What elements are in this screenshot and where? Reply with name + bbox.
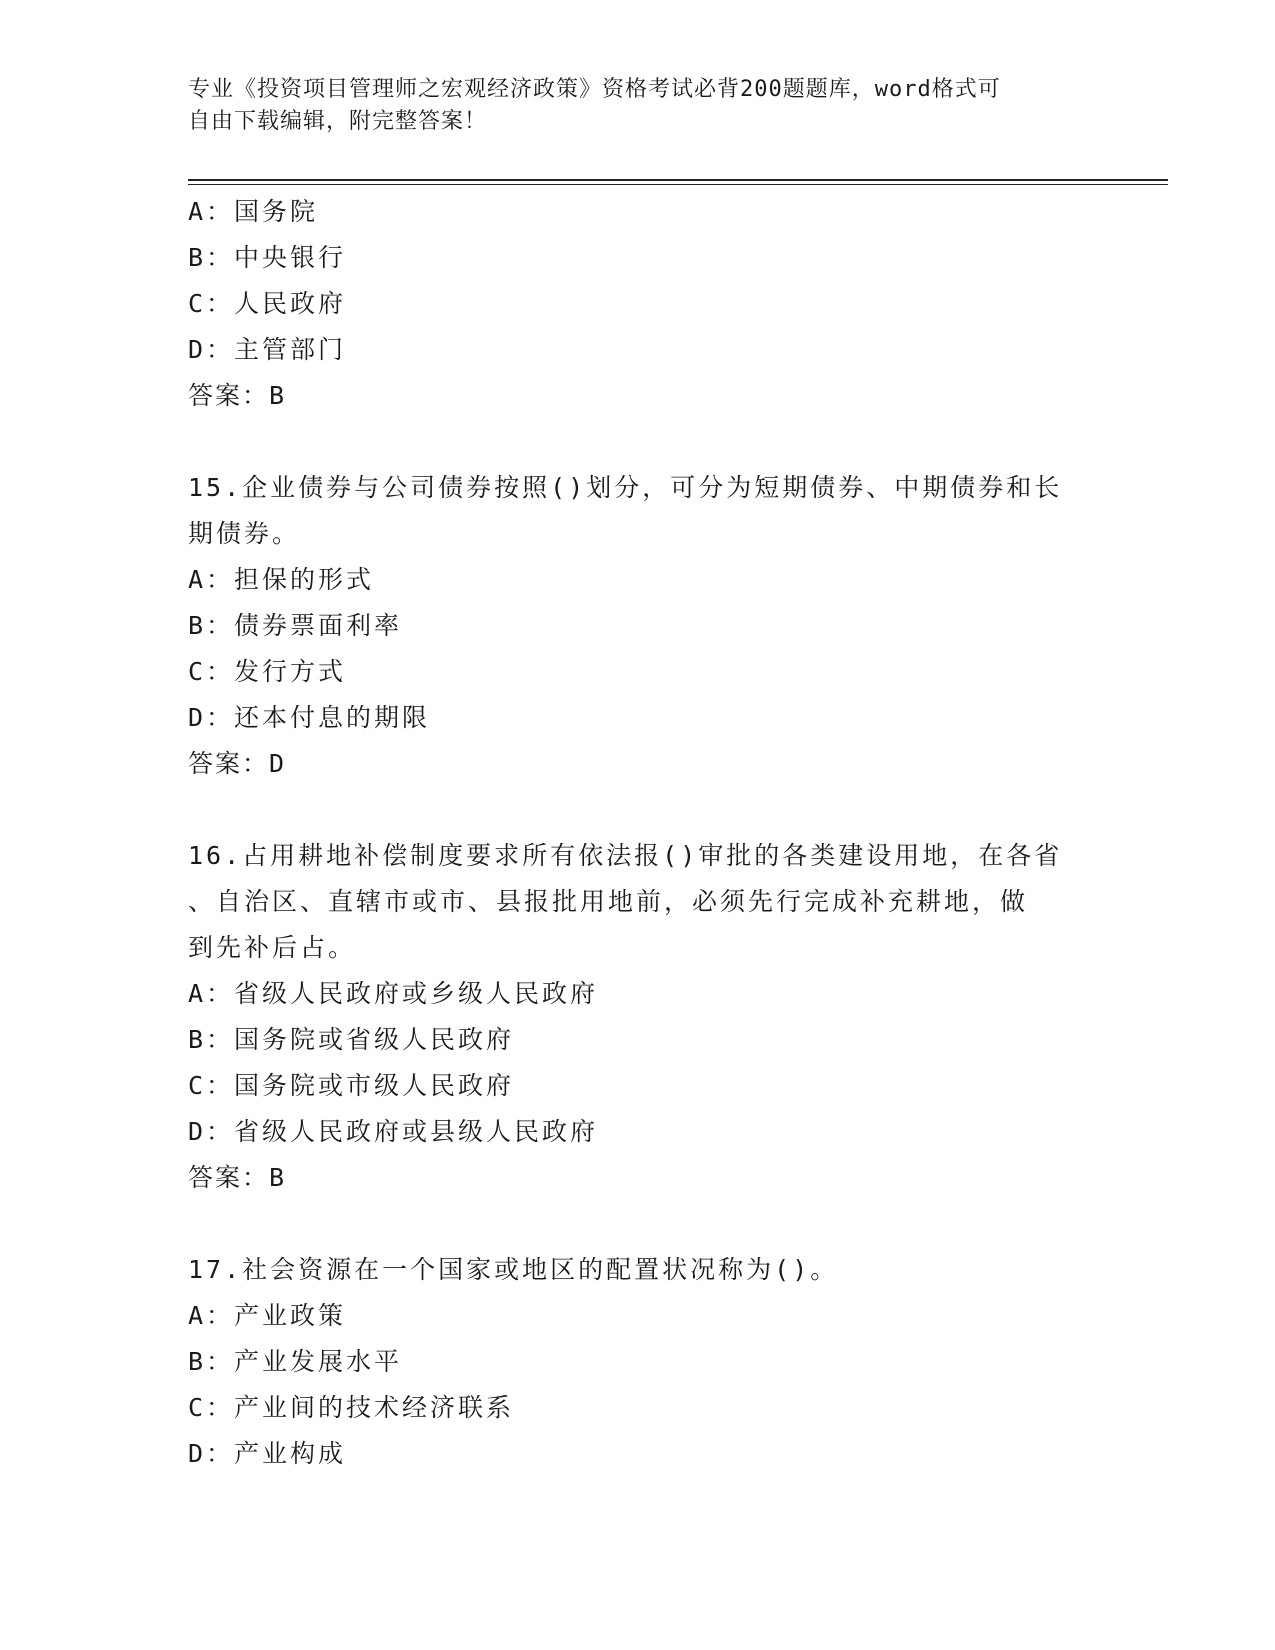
answer-line: 答案：B (188, 381, 287, 410)
answer-line: 答案：B (188, 1163, 287, 1192)
option-d: D：主管部门 (188, 335, 347, 364)
option-b: B：中央银行 (188, 243, 347, 272)
spacer (188, 419, 1088, 465)
spacer (188, 1201, 1088, 1247)
option-a: A：省级人民政府或乡级人民政府 (188, 979, 599, 1008)
option-a: A：国务院 (188, 197, 319, 226)
option-c: C：国务院或市级人民政府 (188, 1071, 515, 1100)
question-stem-line: 、自治区、直辖市或市、县报批用地前，必须先行完成补充耕地，做 (188, 887, 1029, 916)
document-header (188, 74, 1068, 138)
option-c: C：人民政府 (188, 289, 347, 318)
header-rule-thick (188, 179, 1168, 181)
option-d: D：还本付息的期限 (188, 703, 431, 732)
option-a: A：产业政策 (188, 1301, 347, 1330)
question-17 (188, 1247, 1088, 1477)
header-line-1: 专业《投资项目管理师之宏观经济政策》资格考试必背200题题库，word格式可 (188, 77, 1001, 102)
question-stem-line: 到先补后占。 (188, 933, 357, 962)
spacer (188, 787, 1088, 833)
header-rule-thin (188, 184, 1168, 185)
question-stem-line: 15.企业债券与公司债券按照()划分，可分为短期债券、中期债券和长 (188, 473, 1063, 502)
option-d: D：产业构成 (188, 1439, 347, 1468)
option-b: B：国务院或省级人民政府 (188, 1025, 515, 1054)
option-b: B：产业发展水平 (188, 1347, 403, 1376)
option-b: B：债券票面利率 (188, 611, 403, 640)
question-stem-line: 期债券。 (188, 519, 301, 548)
option-c: C：发行方式 (188, 657, 347, 686)
question-stem-line: 17.社会资源在一个国家或地区的配置状况称为()。 (188, 1255, 839, 1284)
question-stem-line: 16.占用耕地补偿制度要求所有依法报()审批的各类建设用地，在各省 (188, 841, 1063, 870)
option-a: A：担保的形式 (188, 565, 375, 594)
option-d: D：省级人民政府或县级人民政府 (188, 1117, 599, 1146)
option-c: C：产业间的技术经济联系 (188, 1393, 515, 1422)
answer-line: 答案：D (188, 749, 287, 778)
question-15 (188, 465, 1088, 787)
question-content (188, 189, 1088, 1477)
question-16 (188, 833, 1088, 1201)
header-line-2: 自由下载编辑，附完整答案！ (188, 109, 488, 134)
question-14 (188, 189, 1088, 419)
